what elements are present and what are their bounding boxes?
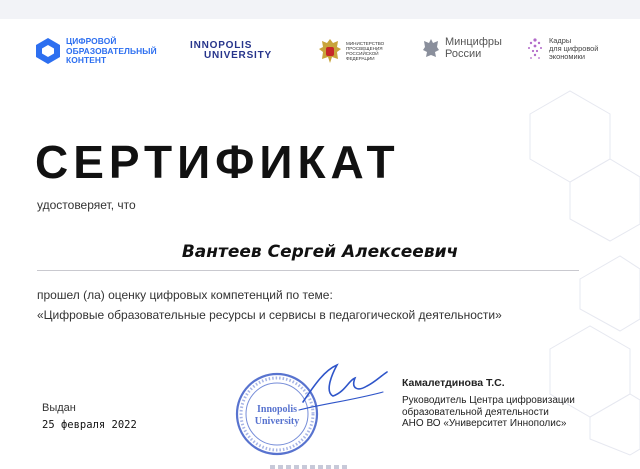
signer-position-line: образовательной деятельности xyxy=(402,406,549,418)
logo-digital-educational-content xyxy=(35,37,157,66)
round-stamp-icon xyxy=(237,374,317,454)
logo-text-line: ЦИФРОВОЙ xyxy=(66,36,117,46)
certificate-title: СЕРТИФИКАТ xyxy=(35,136,400,188)
logo-text-line: для цифровой xyxy=(549,44,599,53)
certifies-text: удостоверяет, что xyxy=(37,198,136,212)
university-stamp-and-signature xyxy=(233,362,393,462)
logo-text-line: МИНИСТЕРСТВО xyxy=(346,40,385,46)
partner-logos xyxy=(0,33,640,73)
dotted-figure-icon xyxy=(526,37,544,61)
logo-text-line: экономики xyxy=(549,52,585,61)
hexagon-logo-icon xyxy=(35,37,61,65)
recipient-name: Вантеев Сергей Алексеевич xyxy=(181,242,459,262)
logo-text-line: ПРОСВЕЩЕНИЯ xyxy=(346,45,383,51)
logo-text-line: КОНТЕНТ xyxy=(66,55,107,66)
stamp-line-2: University xyxy=(254,416,300,427)
coat-of-arms-icon xyxy=(318,37,342,65)
logo-text-line: ОБРАЗОВАТЕЛЬНЫЙ xyxy=(66,45,157,56)
logo-innopolis-university xyxy=(190,41,272,61)
issued-date: 25 февраля 2022 xyxy=(42,419,137,431)
signer-position xyxy=(402,395,575,430)
certificate-sheet xyxy=(0,19,640,469)
logo-text-line: Минцифры xyxy=(445,36,502,48)
assessment-topic: «Цифровые образовательные ресурсы и сервисы в педагогической деятельности» xyxy=(37,308,502,322)
passed-assessment-text: прошел (ла) оценку цифровых компетенций по теме: xyxy=(37,288,333,302)
stamp-line-1: Innopolis xyxy=(256,404,298,415)
logo-kadry-digital-economy xyxy=(526,37,598,61)
eagle-icon xyxy=(422,38,440,60)
issued-label: Выдан xyxy=(42,402,76,414)
signer-position-line: АНО ВО «Университет Иннополис» xyxy=(402,418,567,429)
signer-position-line: Руководитель Центра цифровизации xyxy=(402,395,575,406)
logo-text-line: России xyxy=(445,47,482,60)
logo-text-line: INNOPOLIS xyxy=(190,40,253,51)
logo-text-line: ФЕДЕРАЦИИ xyxy=(346,56,375,62)
handwritten-signature-icon xyxy=(303,365,387,402)
logo-text-line: Кадры xyxy=(549,36,572,45)
logo-mincifry xyxy=(422,37,502,60)
name-underline xyxy=(37,270,579,271)
logo-ministry-of-education xyxy=(318,37,408,65)
signer-name: Камалетдинова Т.С. xyxy=(402,377,505,389)
bottom-decorative-mark xyxy=(270,465,350,469)
logo-text-line: UNIVERSITY xyxy=(204,50,273,61)
logo-text-line: РОССИЙСКОЙ xyxy=(346,51,379,56)
